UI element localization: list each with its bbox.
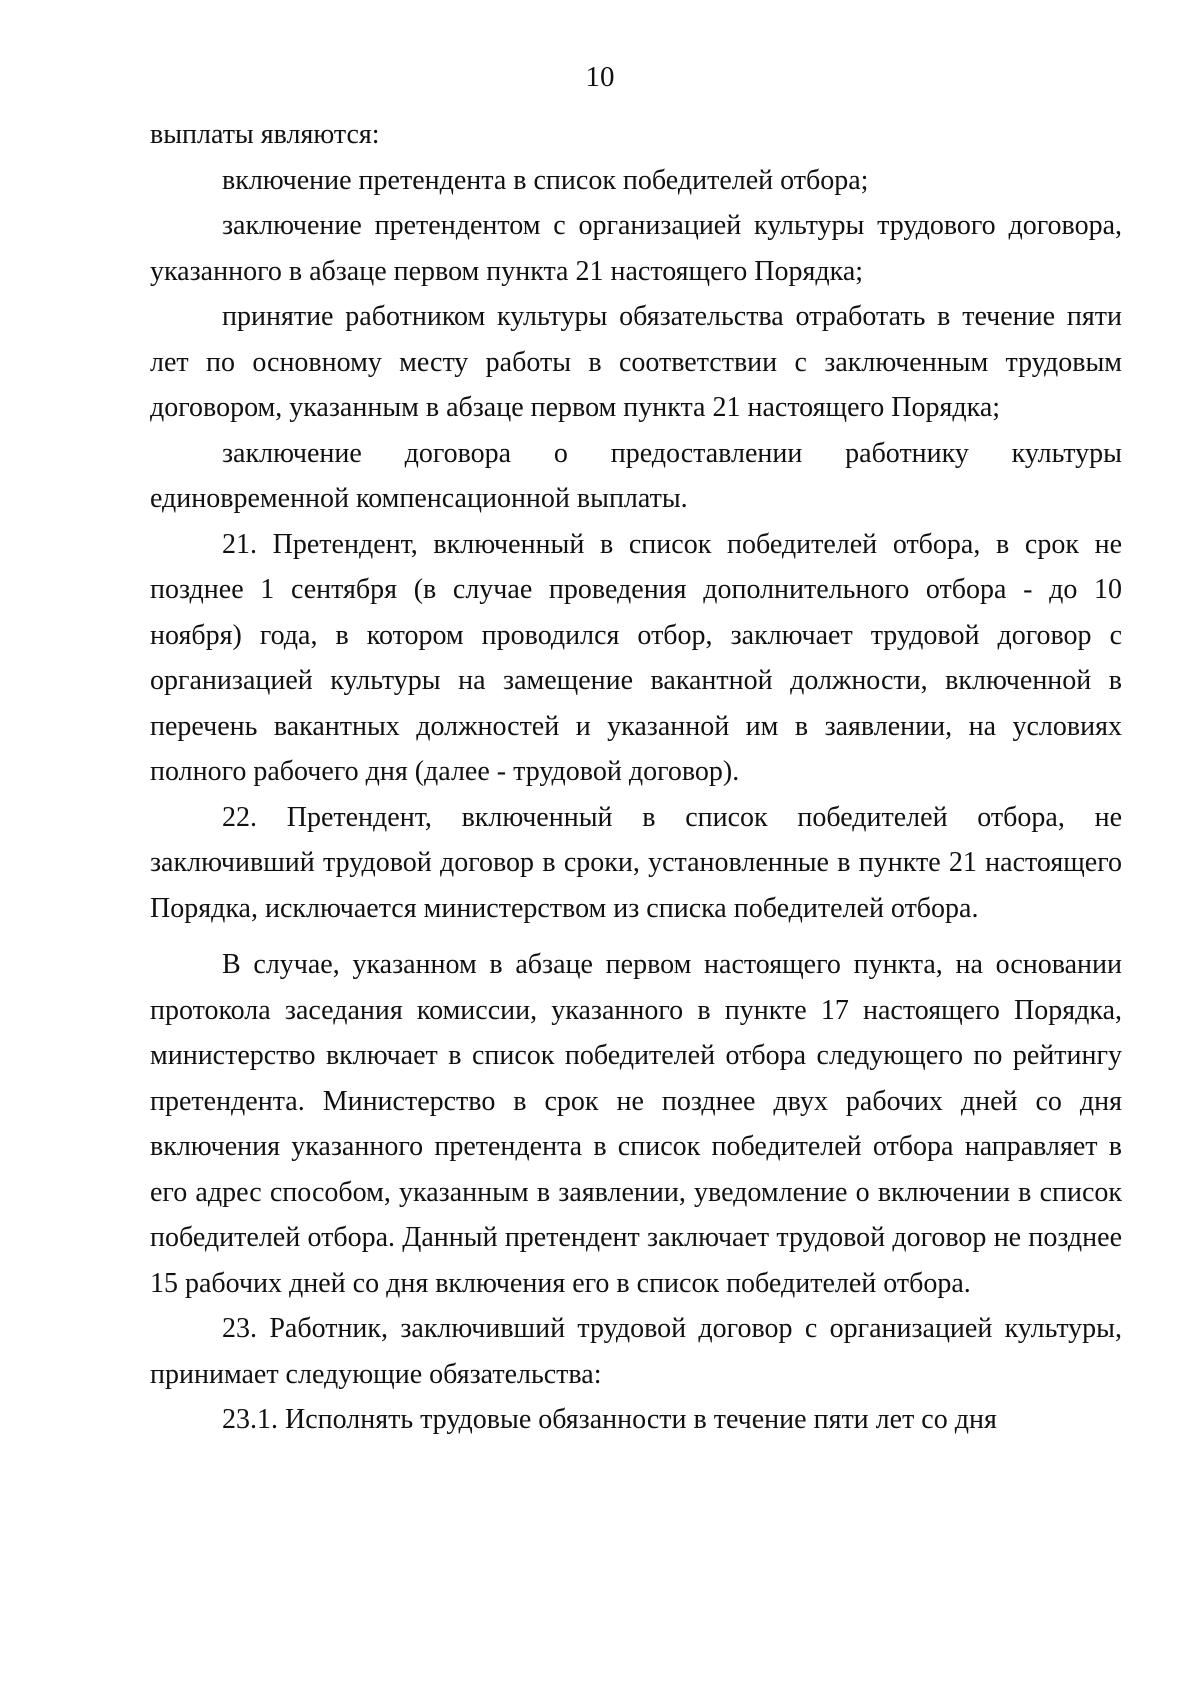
paragraph-intro: выплаты являются: xyxy=(150,119,380,150)
paragraph-condition-2: заключение претендентом с организацией культуры трудового договора, указанного в абзаце первом пункта 21 настоящего Порядка; xyxy=(150,210,1122,287)
paragraph-item-22-continuation: В случае, указанном в абзаце первом настоящего пункта, на основании протокола заседания комиссии, указанного в пункте 17 настоящего Порядка, министерство включает в список победителей отбора следующего по рейтингу претендента. Министерство в срок не позднее двух рабочих дней со дня включения указанного претендента в список победителей отбора направляет в его адрес способом, указанным в заявлении, уведомление о включении в список победителей отбора. Данный претендент заключает трудовой договор не позднее 15 рабочих дней со дня включения его в список победителей отбора. xyxy=(150,949,1122,1299)
paragraph-condition-3: принятие работником культуры обязательства отработать в течение пяти лет по основному месту работы в соответствии с заключенным трудовым договором, указанным в абзаце первом пункта 21 настоящего Порядка; xyxy=(150,301,1122,423)
paragraph-item-22: 22. Претендент, включенный в список победителей отбора, не заключивший трудовой договор в сроки, установленные в пункте 21 настоящего Порядка, исключается министерством из списка победителей отбора. xyxy=(150,801,1122,924)
document-body xyxy=(150,112,1122,1443)
paragraph-condition-4: заключение договора о предоставлении работнику культуры единовременной компенсационной выплаты. xyxy=(150,437,1122,514)
paragraph-item-21: 21. Претендент, включенный в список победителей отбора, в срок не позднее 1 сентября (в случае проведения дополнительного отбора - до 10 ноября) года, в котором проводился отбор, заключает трудовой договор с организацией культуры на замещение вакантной должности, включенной в перечень вакантных должностей и указанной им в заявлении, на условиях полного рабочего дня (далее - трудовой договор). xyxy=(150,528,1122,787)
paragraph-item-23-1: 23.1. Исполнять трудовые обязанности в течение пяти лет со дня xyxy=(222,1404,997,1435)
paragraph-condition-1: включение претендента в список победителей отбора; xyxy=(222,164,869,196)
page-number: 10 xyxy=(585,61,615,93)
paragraph-item-23: 23. Работник, заключивший трудовой договор с организацией культуры, принимает следующие обязательства: xyxy=(150,1313,1122,1390)
